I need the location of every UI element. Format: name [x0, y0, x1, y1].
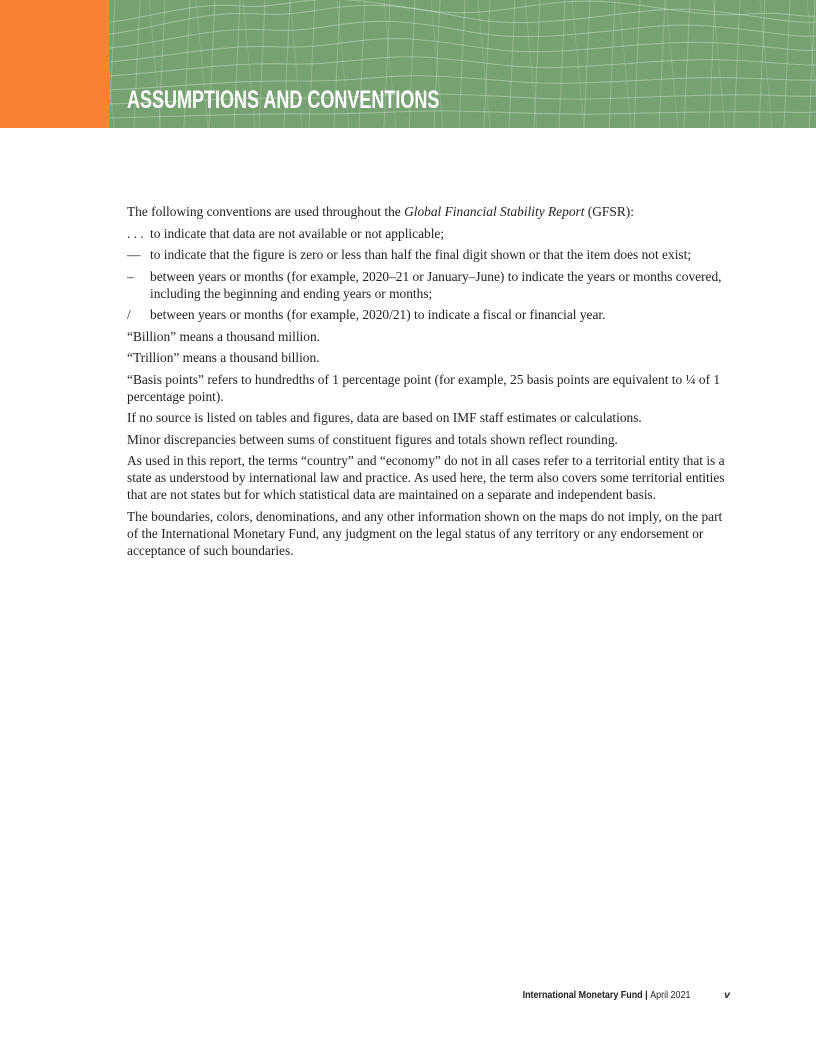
paragraph-boundaries: The boundaries, colors, denominations, and any other information shown on the maps do not imply, on the part of the International Monetary Fund, any judgment on the legal status of any territory or any endorsement or acceptance of such boundaries. — [127, 508, 723, 558]
footer-publisher: International Monetary Fund — [522, 989, 643, 1001]
paragraph-basis-points: “Basis points” refers to hundredths of 1 percentage point (for example, 25 basis points are equivalent to ¼ of 1 percentage point). — [127, 371, 721, 404]
paragraph-discrepancies: Minor discrepancies between sums of constituent figures and totals shown reflect rounding. — [127, 431, 618, 447]
paragraph-trillion: “Trillion” means a thousand billion. — [127, 350, 320, 365]
intro-text-pre: The following conventions are used throughout the — [127, 204, 405, 219]
convention-marker: – — [127, 268, 134, 284]
page-title: ASSUMPTIONS AND CONVENTIONS — [127, 86, 440, 114]
page-header-banner — [0, 0, 816, 128]
convention-text: to indicate that data are not available or not applicable; — [150, 225, 445, 241]
intro-paragraph — [127, 203, 731, 220]
footer — [522, 989, 690, 1001]
convention-item-slash — [127, 306, 731, 323]
paragraph-country-economy: As used in this report, the terms “country” and “economy” do not in all cases refer to a territorial entity that is a state as understood by international law and practice. As used here, the term also covers some territorial entities that are not states but for which statistical data are maintained on a separate and independent basis. — [127, 453, 725, 502]
convention-item-ellipsis — [127, 225, 731, 242]
intro-text-post: (GFSR): — [584, 204, 634, 219]
convention-marker: — — [127, 247, 141, 262]
footer-separator: | — [644, 989, 648, 1001]
convention-item-en-dash — [127, 268, 731, 302]
convention-text: to indicate that the figure is zero or less than half the final digit shown or that the item does not exist; — [150, 247, 692, 262]
convention-text: between years or months (for example, 2020–21 or January–June) to indicate the years or months covered, including the beginning and ending years or months; — [150, 268, 722, 301]
report-title-italic: Global Financial Stability Report — [404, 204, 585, 219]
footer-date: April 2021 — [649, 989, 690, 1001]
paragraph-no-source: If no source is listed on tables and figures, data are based on IMF staff estimates or calculations. — [127, 410, 642, 425]
page-number: v — [724, 989, 730, 1001]
convention-item-em-dash — [127, 246, 731, 263]
convention-marker: / — [127, 307, 131, 322]
body-content — [127, 203, 731, 563]
convention-marker: . . . — [127, 225, 144, 241]
orange-corner-block — [0, 0, 110, 128]
convention-text: between years or months (for example, 2020/21) to indicate a fiscal or financial year. — [150, 307, 606, 322]
paragraph-billion: “Billion” means a thousand million. — [127, 328, 321, 344]
